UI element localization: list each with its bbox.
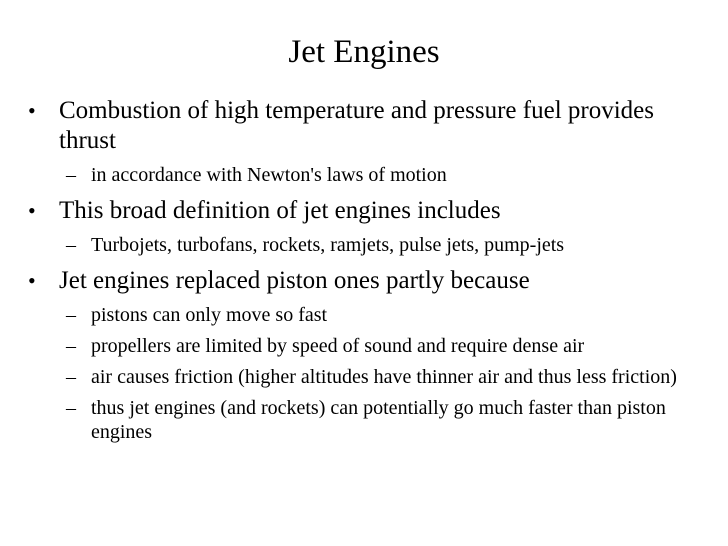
sub-bullet-marker: – [66,397,76,419]
sub-bullet-text: Turbojets, turbofans, rockets, ramjets, pulse jets, pump-jets [91,234,565,256]
sub-bullet-marker: – [66,164,76,186]
sub-bullet-text: in accordance with Newton's laws of motion [91,164,447,186]
sub-bullet-text: pistons can only move so fast [91,304,328,326]
bullet-list [0,96,728,444]
bullet-item [0,196,728,226]
bullet-text: Combustion of high temperature and pressure fuel provides thrust [59,97,654,154]
sub-bullet-marker: – [66,335,76,357]
bullet-marker: • [28,268,36,293]
sub-bullet-marker: – [66,366,76,388]
sub-bullet-item [0,233,728,257]
sub-bullet-item [0,365,728,389]
sub-bullet-text: propellers are limited by speed of sound and require dense air [91,335,585,357]
bullet-item [0,96,728,156]
bullet-text: Jet engines replaced piston ones partly because [59,267,530,294]
sub-bullet-text: air causes friction (higher altitudes have thinner air and thus less friction) [91,366,677,388]
sub-bullet-marker: – [66,304,76,326]
sub-bullet-item [0,396,728,444]
sub-bullet-marker: – [66,234,76,256]
bullet-marker: • [28,98,36,123]
slide-title: Jet Engines [288,34,440,70]
bullet-text: This broad definition of jet engines includes [59,197,501,224]
sub-bullet-item [0,163,728,187]
sub-bullet-item [0,303,728,327]
sub-bullet-item [0,334,728,358]
bullet-marker: • [28,198,36,223]
sub-bullet-text: thus jet engines (and rockets) can potentially go much faster than piston engines [91,397,666,443]
bullet-item [0,266,728,296]
